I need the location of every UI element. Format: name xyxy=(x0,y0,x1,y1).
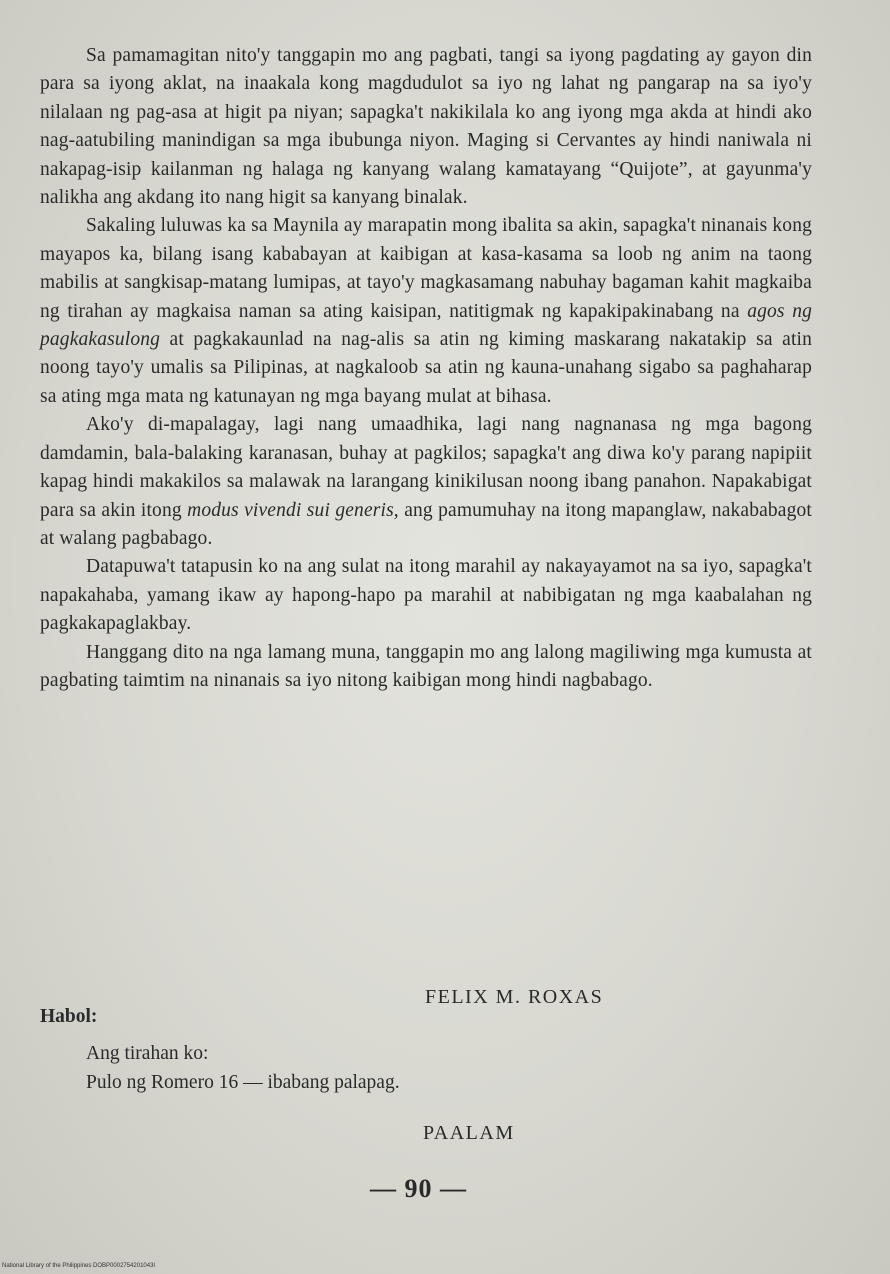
paragraph-text: Hanggang dito na nga lamang muna, tanggapin mo ang lalong magiliwing mga kumusta at pagbating taimtim na ninanais sa iyo nitong kaibigan mong hindi nagbabago. xyxy=(40,641,812,691)
letter-paragraph xyxy=(40,212,812,411)
signature: FELIX M. ROXAS xyxy=(425,986,604,1008)
paragraph-text: ang pamumuhay na itong mapanglaw, nakababagot at walang pagbabago. xyxy=(40,499,812,549)
paragraph-text: Sakaling luluwas ka sa Maynila ay marapatin mong ibalita sa akin, sapagka't ninanais kong mayapos ka, bilang isang kababayan at kaibigan at kasa-kasama sa loob ng anim na taong mabilis at sangkisap-matang lumipas, at tayo'y magkasamang nabuhay bagaman kahit magkaiba ng tirahan ay magkaisa naman sa ating kaisipan, natitigmak ng kapakipakinabang na xyxy=(40,215,812,322)
italic-phrase: agos ng pagkakasulong xyxy=(40,300,813,351)
paragraph-text: Ako'y di-mapalagay, lagi nang umaadhika, lagi nang nagnanasa ng mga bagong damdamin, bala-balaking karanasan, buhay at pagkilos; sapagka't ang diwa ko'y parang napipiit kapag hindi makakilos sa malawak na larangang kinikilusan noong ibang panahon. Napakabigat para sa akin itong xyxy=(40,414,812,521)
address-value: Pulo ng Romero 16 — ibabang palapag. xyxy=(86,1072,400,1093)
page-number: — 90 — xyxy=(370,1174,467,1203)
paragraph-text: at pagkakaunlad na nag-alis sa atin ng kiming maskarang nakatakip sa atin noong tayo'y umalis sa Pilipinas, at nagkaloob sa atin ng kauna-unahang sigabo sa paghaharap sa ating mga mata ng katunayan ng mga bayang mulat at bihasa. xyxy=(40,329,812,407)
address-label: Ang tirahan ko: xyxy=(86,1043,209,1064)
paragraph-text: Datapuwa't tatapusin ko na ang sulat na itong marahil ay nakayayamot na sa iyo, sapagka't napakahaba, yamang ikaw ay hapong-hapo pa marahil at nabibigatan ng mga kaabalahan ng pagkakapaglakbay. xyxy=(40,556,812,635)
letter-paragraph xyxy=(40,553,812,638)
letter-paragraph xyxy=(40,411,812,553)
italic-phrase: modus vivendi sui generis, xyxy=(187,499,399,521)
paragraph-text: Sa pamamagitan nito'y tanggapin mo ang pagbati, tangi sa iyong pagdating ay gayon din para sa iyong aklat, na inaakala kong magdudulot sa iyo ng lahat ng pangarap na sa iyo'y nilalaan ng pag-asa at higit pa niyan; sapagka't nakikilala ko ang iyong mga akda at hindi ako nag-aatubiling manindigan sa mga ibubunga niyon. Maging si Cervantes ay hindi naniwala ni nakapag-isip kailanman ng halaga ng kanyang walang kamatayang “Quijote”, at gayunma'y nalikha ang akdang ito nang higit sa kanyang binalak. xyxy=(40,45,812,209)
footer-credit: National Library of the Philippines DOBP0002754201043I xyxy=(2,1263,156,1269)
letter-paragraph xyxy=(40,639,812,696)
letter-body xyxy=(40,42,812,695)
letter-paragraph xyxy=(40,42,812,212)
postscript-label: Habol: xyxy=(40,1006,98,1027)
closing-farewell: PAALAM xyxy=(423,1122,515,1144)
